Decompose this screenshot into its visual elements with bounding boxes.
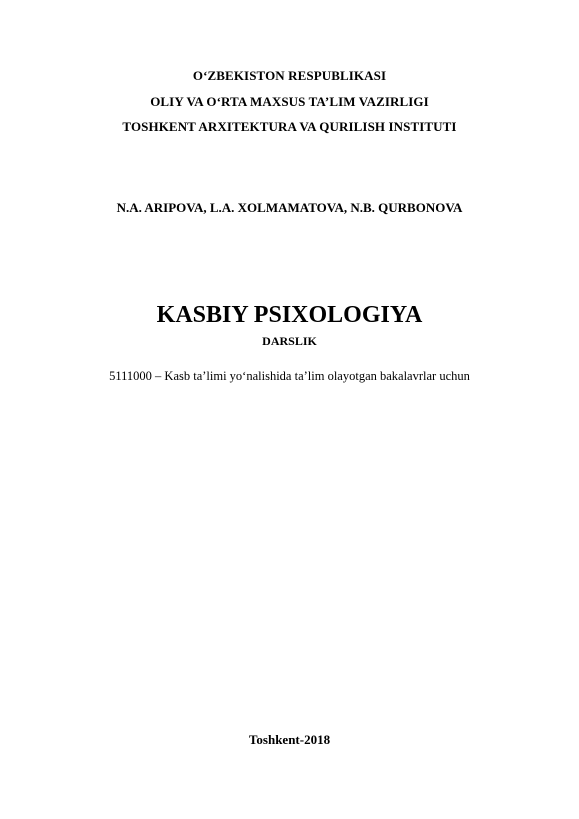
place-year: Toshkent-2018: [248, 732, 331, 747]
book-title: KASBIY PSIXOLOGIYA: [156, 302, 423, 328]
authors: N.A. ARIPOVA, L.A. XOLMAMATOVA, N.B. QURBONOVA: [116, 200, 463, 215]
book-type: DARSLIK: [262, 334, 317, 348]
republic-heading: O‘ZBEKISTON RESPUBLIKASI: [192, 68, 387, 83]
ministry-heading: OLIY VA O‘RTA MAXSUS TA’LIM VAZIRLIGI: [150, 94, 429, 109]
book-description: 5111000 – Kasb ta’limi yo‘nalishida ta’lim olayotgan bakalavrlar uchun: [109, 369, 470, 383]
institute-heading: TOSHKENT ARXITEKTURA VA QURILISH INSTITUTI: [122, 119, 457, 134]
